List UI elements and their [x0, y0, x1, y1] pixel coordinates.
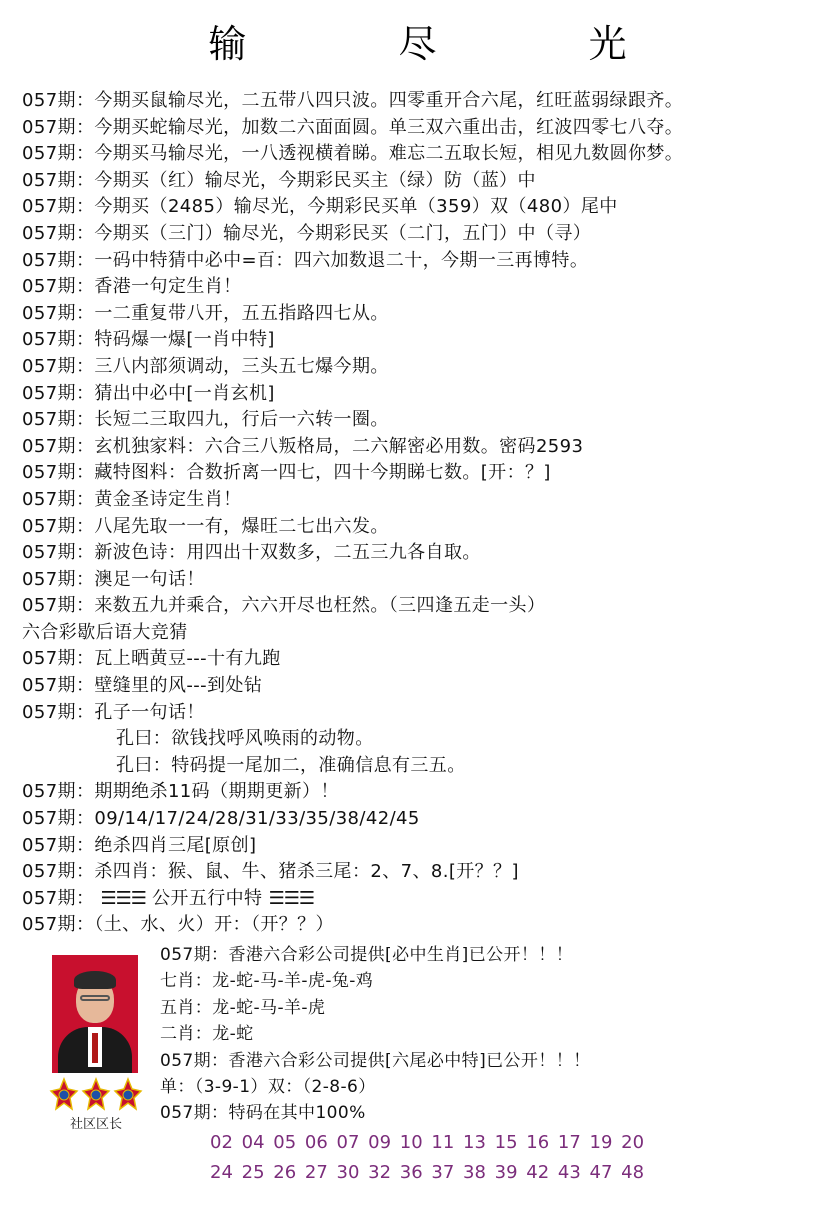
zodiac-info	[160, 942, 830, 1127]
right-line-5: 057期：香港六合彩公司提供[六尾必中特]已公开！！！	[160, 1050, 591, 1071]
line-14: 057期：玄机独家料：六合三八叛格局，二六解密必用数。密码2593	[22, 435, 584, 457]
portrait-block	[40, 955, 152, 1132]
right-line-7: 057期：特码在其中100%	[160, 1103, 366, 1124]
medal-icon	[81, 1077, 111, 1113]
line-20: 057期：来数五九并乘合，六六开尽也枉然。（三四逢五走一头）	[22, 595, 546, 617]
line-24: 057期：孔子一句话！	[22, 701, 205, 723]
line-1: 057期：今期买鼠输尽光，二五带八四只波。四零重开合六尾，红旺蓝弱绿跟齐。	[22, 90, 684, 111]
line-23: 057期：壁缝里的风---到处钻	[22, 675, 263, 697]
line-4: 057期：今期买（红）输尽光，今期彩民买主（绿）防（蓝）中	[22, 169, 536, 191]
medal-icon	[49, 1077, 79, 1113]
line-3: 057期：今期买马输尽光，一八透视横着睇。难忘二五取长短，相见九数圆你梦。	[22, 143, 684, 165]
numbers-row-2: 24 25 26 27 30 32 36 37 38 39 42 43 47 48	[210, 1162, 645, 1183]
line-31-prefix: 057期：	[22, 887, 95, 909]
line-9: 057期：一二重复带八开，五五指路四七从。	[22, 302, 389, 324]
line-2: 057期：今期买蛇输尽光，加数二六面面圆。单三双六重出击，红波四零七八夺。	[22, 116, 684, 138]
line-8: 057期：香港一句定生肖！	[22, 276, 242, 298]
line-13: 057期：长短二三取四九，行后一六转一圈。	[22, 409, 389, 431]
line-6: 057期：今期买（三门）输尽光，今期彩民买（二门，五门）中（寻）	[22, 222, 592, 244]
line-27: 057期：期期绝杀11码（期期更新）！	[22, 781, 339, 803]
line-32: 057期：（土、水、火）开：（开？？）	[22, 914, 334, 936]
line-21: 六合彩歇后语大竞猜	[22, 621, 188, 643]
line-28: 057期：09/14/17/24/28/31/33/35/38/42/45	[22, 808, 420, 830]
medal-icon	[113, 1077, 143, 1113]
line-7: 057期：一码中特猜中必中=百：四六加数退二十，今期一三再博特。	[22, 249, 589, 271]
prediction-lines	[22, 88, 827, 939]
right-line-3: 五肖：龙-蛇-马-羊-虎	[160, 997, 326, 1018]
line-26: 孔曰：特码提一尾加二，准确信息有三五。	[116, 754, 466, 776]
numbers-row-1: 02 04 05 06 07 09 10 11 13 15 16 17 19 20	[210, 1132, 645, 1153]
line-17: 057期：八尾先取一一有，爆旺二七出六发。	[22, 515, 389, 537]
line-10: 057期：特码爆一爆[一肖中特]	[22, 329, 275, 351]
line-12: 057期：猜出中必中[一肖玄机]	[22, 382, 275, 404]
portrait-photo	[52, 955, 138, 1073]
line-30: 057期：杀四肖：猴、鼠、牛、猪杀三尾：2、7、8.[开？？]	[22, 861, 519, 883]
triple-bar-right-icon: ☰☰☰	[268, 887, 314, 909]
right-line-1: 057期：香港六合彩公司提供[必中生肖]已公开！！！	[160, 945, 574, 965]
line-11: 057期：三八内部须调动，三头五七爆今期。	[22, 355, 389, 377]
line-18: 057期：新波色诗：用四出十双数多，二五三九各自取。	[22, 542, 481, 564]
line-31-five-elements	[22, 886, 827, 913]
line-15: 057期：藏特图料：合数折离一四七，四十今期睇七数。[开：？]	[22, 462, 551, 484]
right-line-2: 七肖：龙-蛇-马-羊-虎-兔-鸡	[160, 971, 374, 992]
page-title: 输 尽 光	[208, 22, 697, 66]
line-16: 057期：黄金圣诗定生肖！	[22, 488, 242, 510]
special-numbers	[210, 1128, 830, 1188]
line-25: 孔曰：欲钱找呼风唤雨的动物。	[116, 728, 374, 750]
right-line-4: 二肖：龙-蛇	[160, 1024, 254, 1045]
right-line-6: 单：（3-9-1）双：（2-8-6）	[160, 1076, 376, 1097]
line-29: 057期：绝杀四肖三尾[原创]	[22, 834, 257, 856]
triple-bar-left-icon: ☰☰☰	[100, 887, 146, 909]
line-22: 057期：瓦上晒黄豆---十有九跑	[22, 648, 281, 670]
line-5: 057期：今期买（2485）输尽光，今期彩民买单（359）双（480）尾中	[22, 196, 618, 218]
line-31-text: 公开五行中特	[152, 887, 263, 909]
medals	[40, 1077, 152, 1113]
line-19: 057期：澳足一句话！	[22, 568, 205, 590]
portrait-caption: 社区区长	[69, 1117, 122, 1132]
